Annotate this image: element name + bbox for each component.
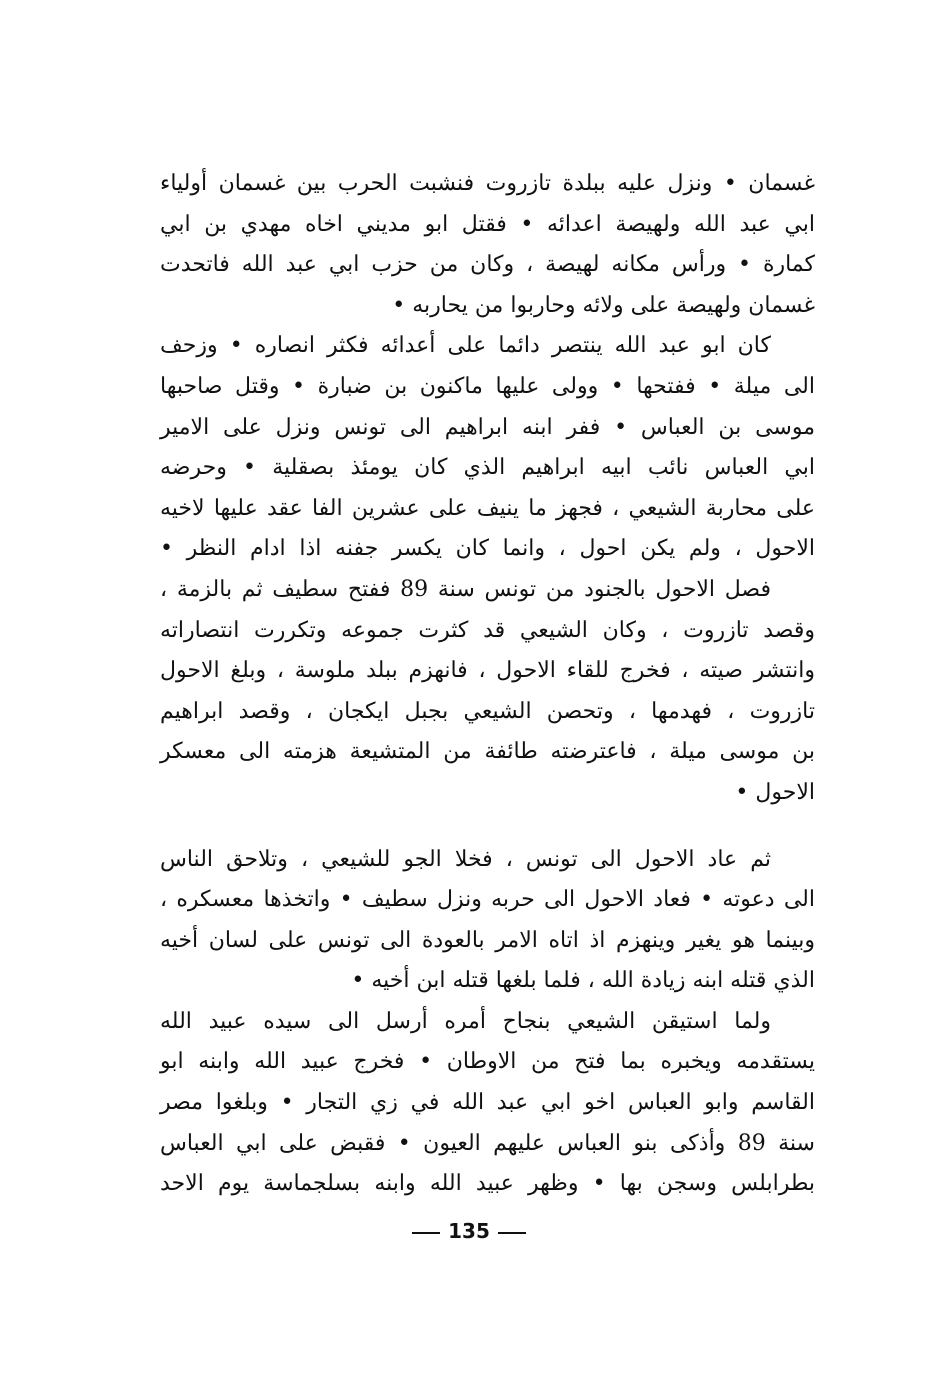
text-line: الى ميلة • ففتحها • وولى عليها ماكنون بن ضبارة • وقتل صاحبها	[160, 373, 815, 399]
text-line: موسى بن العباس • ففر ابنه ابراهيم الى تونس ونزل على الامير	[160, 414, 815, 440]
text-line: غسمان ولهيصة على ولائه وحاربوا من يحاربه •	[392, 292, 815, 318]
text-line: الذي قتله ابنه زيادة الله ، فلما بلغها قتله ابن أخيه •	[351, 968, 815, 994]
text-line: كان ابو عبد الله ينتصر دائما على أعدائه فكثر انصاره • وزحف	[160, 333, 771, 359]
text-line: ثم عاد الاحول الى تونس ، فخلا الجو للشيعي ، وتلاحق الناس	[160, 846, 771, 872]
text-line: الاحول •	[735, 779, 815, 805]
paragraph-3	[160, 570, 815, 814]
text-line: وانتشر صيته ، فخرج للقاء الاحول ، فانهزم ببلد ملوسة ، وبلغ الاحول	[160, 658, 815, 684]
text-line: وبينما هو يغير وينهزم اذ اتاه الامر بالعودة الى تونس على لسان أخيه	[160, 927, 815, 953]
paragraph-4	[160, 840, 815, 1002]
text-line: ولما استيقن الشيعي بنجاح أمره أرسل الى سيده عبيد الله	[160, 1008, 771, 1034]
paragraph-1	[160, 164, 815, 326]
page-number	[0, 1216, 938, 1246]
text-line: فصل الاحول بالجنود من تونس سنة 89 ففتح سطيف ثم بالزمة ،	[160, 576, 771, 602]
text-line: الى دعوته • فعاد الاحول الى حربه ونزل سطيف • واتخذها معسكره ،	[160, 887, 815, 913]
text-line: يستقدمه ويخبره بما فتح من الاوطان • فخرج عبيد الله وابنه ابو	[160, 1049, 815, 1075]
page-number-value: 135	[448, 1219, 490, 1243]
folio-dash-left	[412, 1232, 440, 1234]
text-line: وقصد تازروت ، وكان الشيعي قد كثرت جموعه وتكررت انتصاراته	[160, 617, 815, 643]
text-line: بطرابلس وسجن بها • وظهر عبيد الله وابنه بسلجماسة يوم الاحد	[160, 1171, 815, 1197]
body-text	[160, 164, 815, 1205]
text-line: غسمان • ونزل عليه ببلدة تازروت فنشبت الحرب بين غسمان أولياء	[160, 171, 815, 196]
paragraph-5	[160, 1002, 815, 1205]
paragraph-2	[160, 326, 815, 570]
text-line: القاسم وابو العباس اخو ابي عبد الله في زي التجار • وبلغوا مصر	[160, 1090, 815, 1116]
text-line: على محاربة الشيعي ، فجهز ما ينيف على عشرين الفا عقد عليها لاخيه	[160, 495, 815, 521]
text-line: الاحول ، ولم يكن احول ، وانما كان يكسر جفنه اذا ادام النظر •	[160, 536, 815, 562]
text-line: تازروت ، فهدمها ، وتحصن الشيعي بجبل ايكجان ، وقصد ابراهيم	[160, 698, 815, 724]
text-line: سنة 89 وأذكى بنو العباس عليهم العيون • فقبض على ابي العباس	[160, 1130, 815, 1156]
paragraph-spacer	[160, 814, 815, 840]
folio-dash-right	[498, 1232, 526, 1234]
text-line: ابي عبد الله ولهيصة اعدائه • فقتل ابو مديني اخاه مهدي بن ابي	[160, 211, 815, 237]
text-line: كمارة • ورأس مكانه لهيصة ، وكان من حزب ابي عبد الله فاتحدت	[160, 252, 815, 278]
text-line: ابي العباس نائب ابيه ابراهيم الذي كان يومئذ بصقلية • وحرضه	[160, 455, 815, 481]
text-line: بن موسى ميلة ، فاعترضته طائفة من المتشيعة هزمته الى معسكر	[160, 739, 815, 765]
